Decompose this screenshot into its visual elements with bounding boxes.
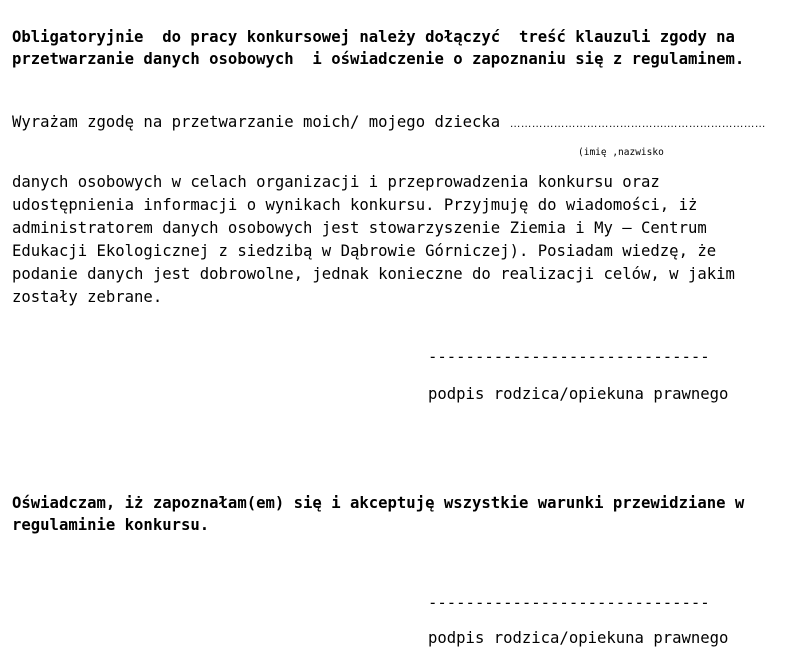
consent-intro-text: Wyrażam zgodę na przetwarzanie moich/ mojego dziecka — [12, 113, 510, 131]
signature-line-1: ------------------------------ — [428, 348, 710, 366]
declaration-heading: Oświadczam, iż zapoznałam(em) się i akceptuję wszystkie warunki przewidziane w regulaminie konkursu. — [12, 494, 754, 534]
consent-intro-line — [12, 111, 766, 135]
signature-label-2: podpis rodzica/opiekuna prawnego — [428, 629, 729, 647]
name-field-hint: (imię ,nazwisko — [578, 147, 664, 158]
signature-label-1: podpis rodzica/opiekuna prawnego — [428, 385, 729, 403]
name-fill-blank: …………………………………….……………………… — [509, 118, 766, 130]
signature-line-2: ------------------------------ — [428, 594, 710, 612]
consent-clause-text: danych osobowych w celach organizacji i przeprowadzenia konkursu oraz udostępnienia informacji o wynikach konkursu. Przyjmuję do wiadomości, iż administratorem danych osobowych jest stowarzyszenie Ziemia i My – Centrum Edukacji Ekologicznej z siedzibą w Dąbrowie Górniczej). Posiadam wiedzę, że podanie danych jest dobrowolne, jednak konieczne do realizacji celów, w jakim zostały zebrane. — [12, 173, 735, 306]
obligatory-notice-heading: Obligatoryjnie do pracy konkursowej należy dołączyć treść klauzuli zgody na przetwarzanie danych osobowych i oświadczenie o zapoznaniu się z regulaminem. — [12, 28, 745, 68]
